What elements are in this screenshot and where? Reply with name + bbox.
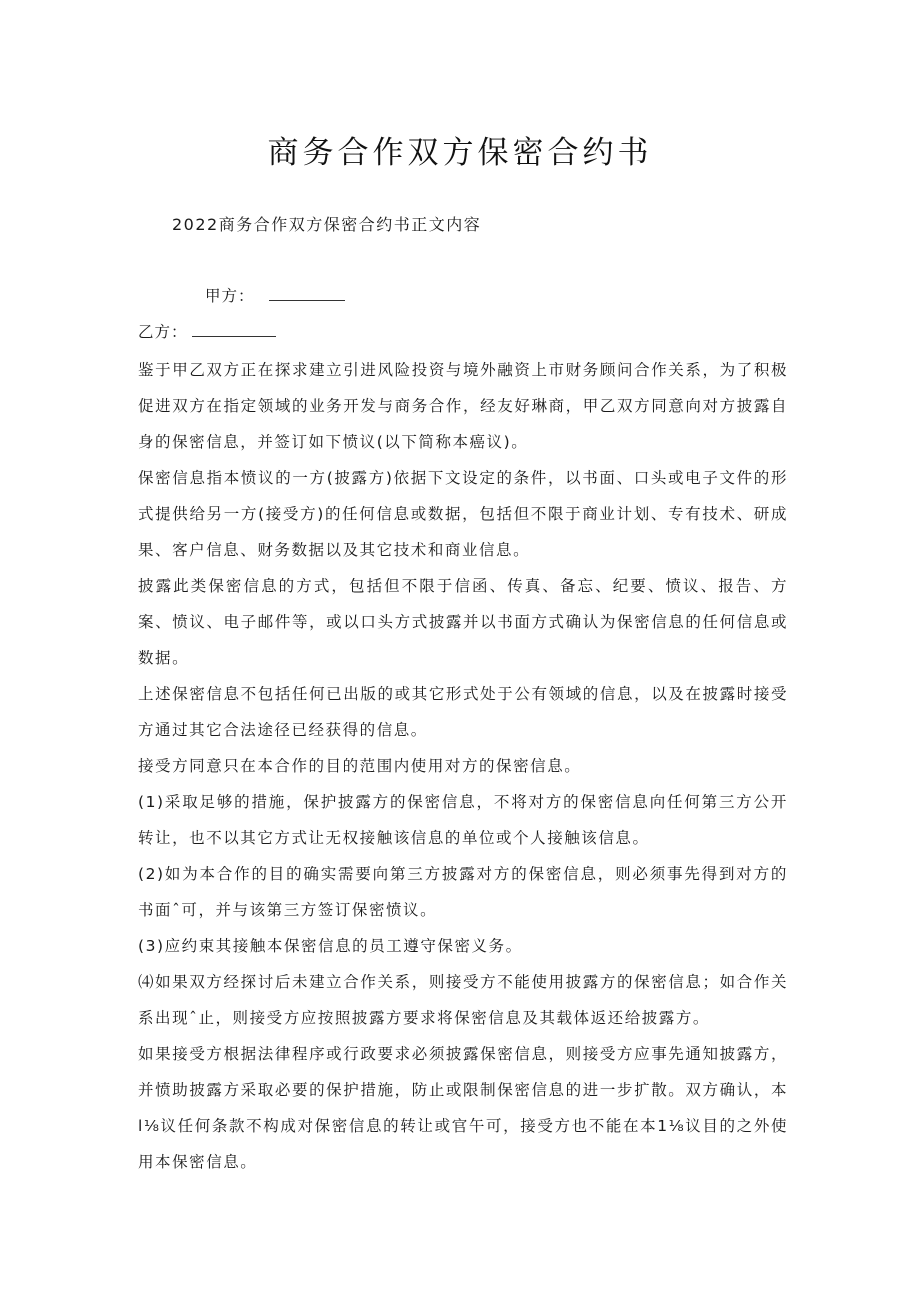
party-a-label: 甲方： (205, 287, 255, 305)
paragraph-preamble: 鉴于甲乙双方正在探求建立引进风险投资与境外融资上市财务顾问合作关系，为了积极促进双方在指定领域的业务开发与商务合作，经友好琳商，甲乙双方同意向对方披露自身的保密信息，并签订如下愤议(以下简称本癌议)。 (138, 361, 788, 451)
party-b-blank (192, 320, 276, 337)
document-subtitle: 2022商务合作双方保密合约书正文内容 (172, 215, 482, 234)
party-a-blank (269, 284, 345, 301)
paragraph-item-1: (1)采取足够的措施，保护披露方的保密信息，不将对方的保密信息向任何第三方公开转让，也不以其它方式让无权接触该信息的单位或个人接触该信息。 (138, 793, 788, 847)
paragraph-item-4: ⑷如果双方经探讨后未建立合作关系，则接受方不能使用披露方的保密信息；如合作关系出现ˆ止，则接受方应按照披露方要求将保密信息及其载体返还给披露方。 (138, 973, 788, 1027)
paragraph-definition: 保密信息指本愤议的一方(披露方)依据下文设定的条件，以书面、口头或电子文件的形式提供给另一方(接受方)的任何信息或数据，包括但不限于商业计划、专有技术、研成果、客户信息、财务数据以及其它技术和商业信息。 (138, 469, 788, 559)
paragraph-item-3: (3)应约束其接触本保密信息的员工遵守保密义务。 (138, 937, 523, 955)
paragraph-exclusions: 上述保密信息不包括任何已出版的或其它形式处于公有领域的信息，以及在披露时接受方通过其它合法途径已经获得的信息。 (138, 685, 788, 739)
document-title: 商务合作双方保密合约书 (267, 135, 653, 171)
party-b-label: 乙方： (138, 323, 188, 341)
paragraph-purpose: 接受方同意只在本合作的目的范围内使用对方的保密信息。 (138, 757, 582, 775)
paragraph-item-2: (2)如为本合作的目的确实需要向第三方披露对方的保密信息，则必须事先得到对方的书面ˆ可，并与该第三方签订保密愤议。 (138, 865, 788, 919)
paragraph-legal-disclosure: 如果接受方根据法律程序或行政要求必须披露保密信息，则接受方应事先通知披露方，并愤助披露方采取必要的保护措施，防止或限制保密信息的进一步扩散。双方确认，本l⅛议任何条款不构成对保密信息的转让或官午可，接受方也不能在本1⅛议目的之外使用本保密信息。 (138, 1045, 788, 1171)
paragraph-disclosure-methods: 披露此类保密信息的方式，包括但不限于信函、传真、备忘、纪要、愤议、报告、方案、愤议、电子邮件等，或以口头方式披露并以书面方式确认为保密信息的任何信息或数据。 (138, 577, 788, 667)
party-b-line (138, 320, 276, 344)
document-body (138, 352, 788, 1180)
party-a-line (205, 284, 345, 308)
